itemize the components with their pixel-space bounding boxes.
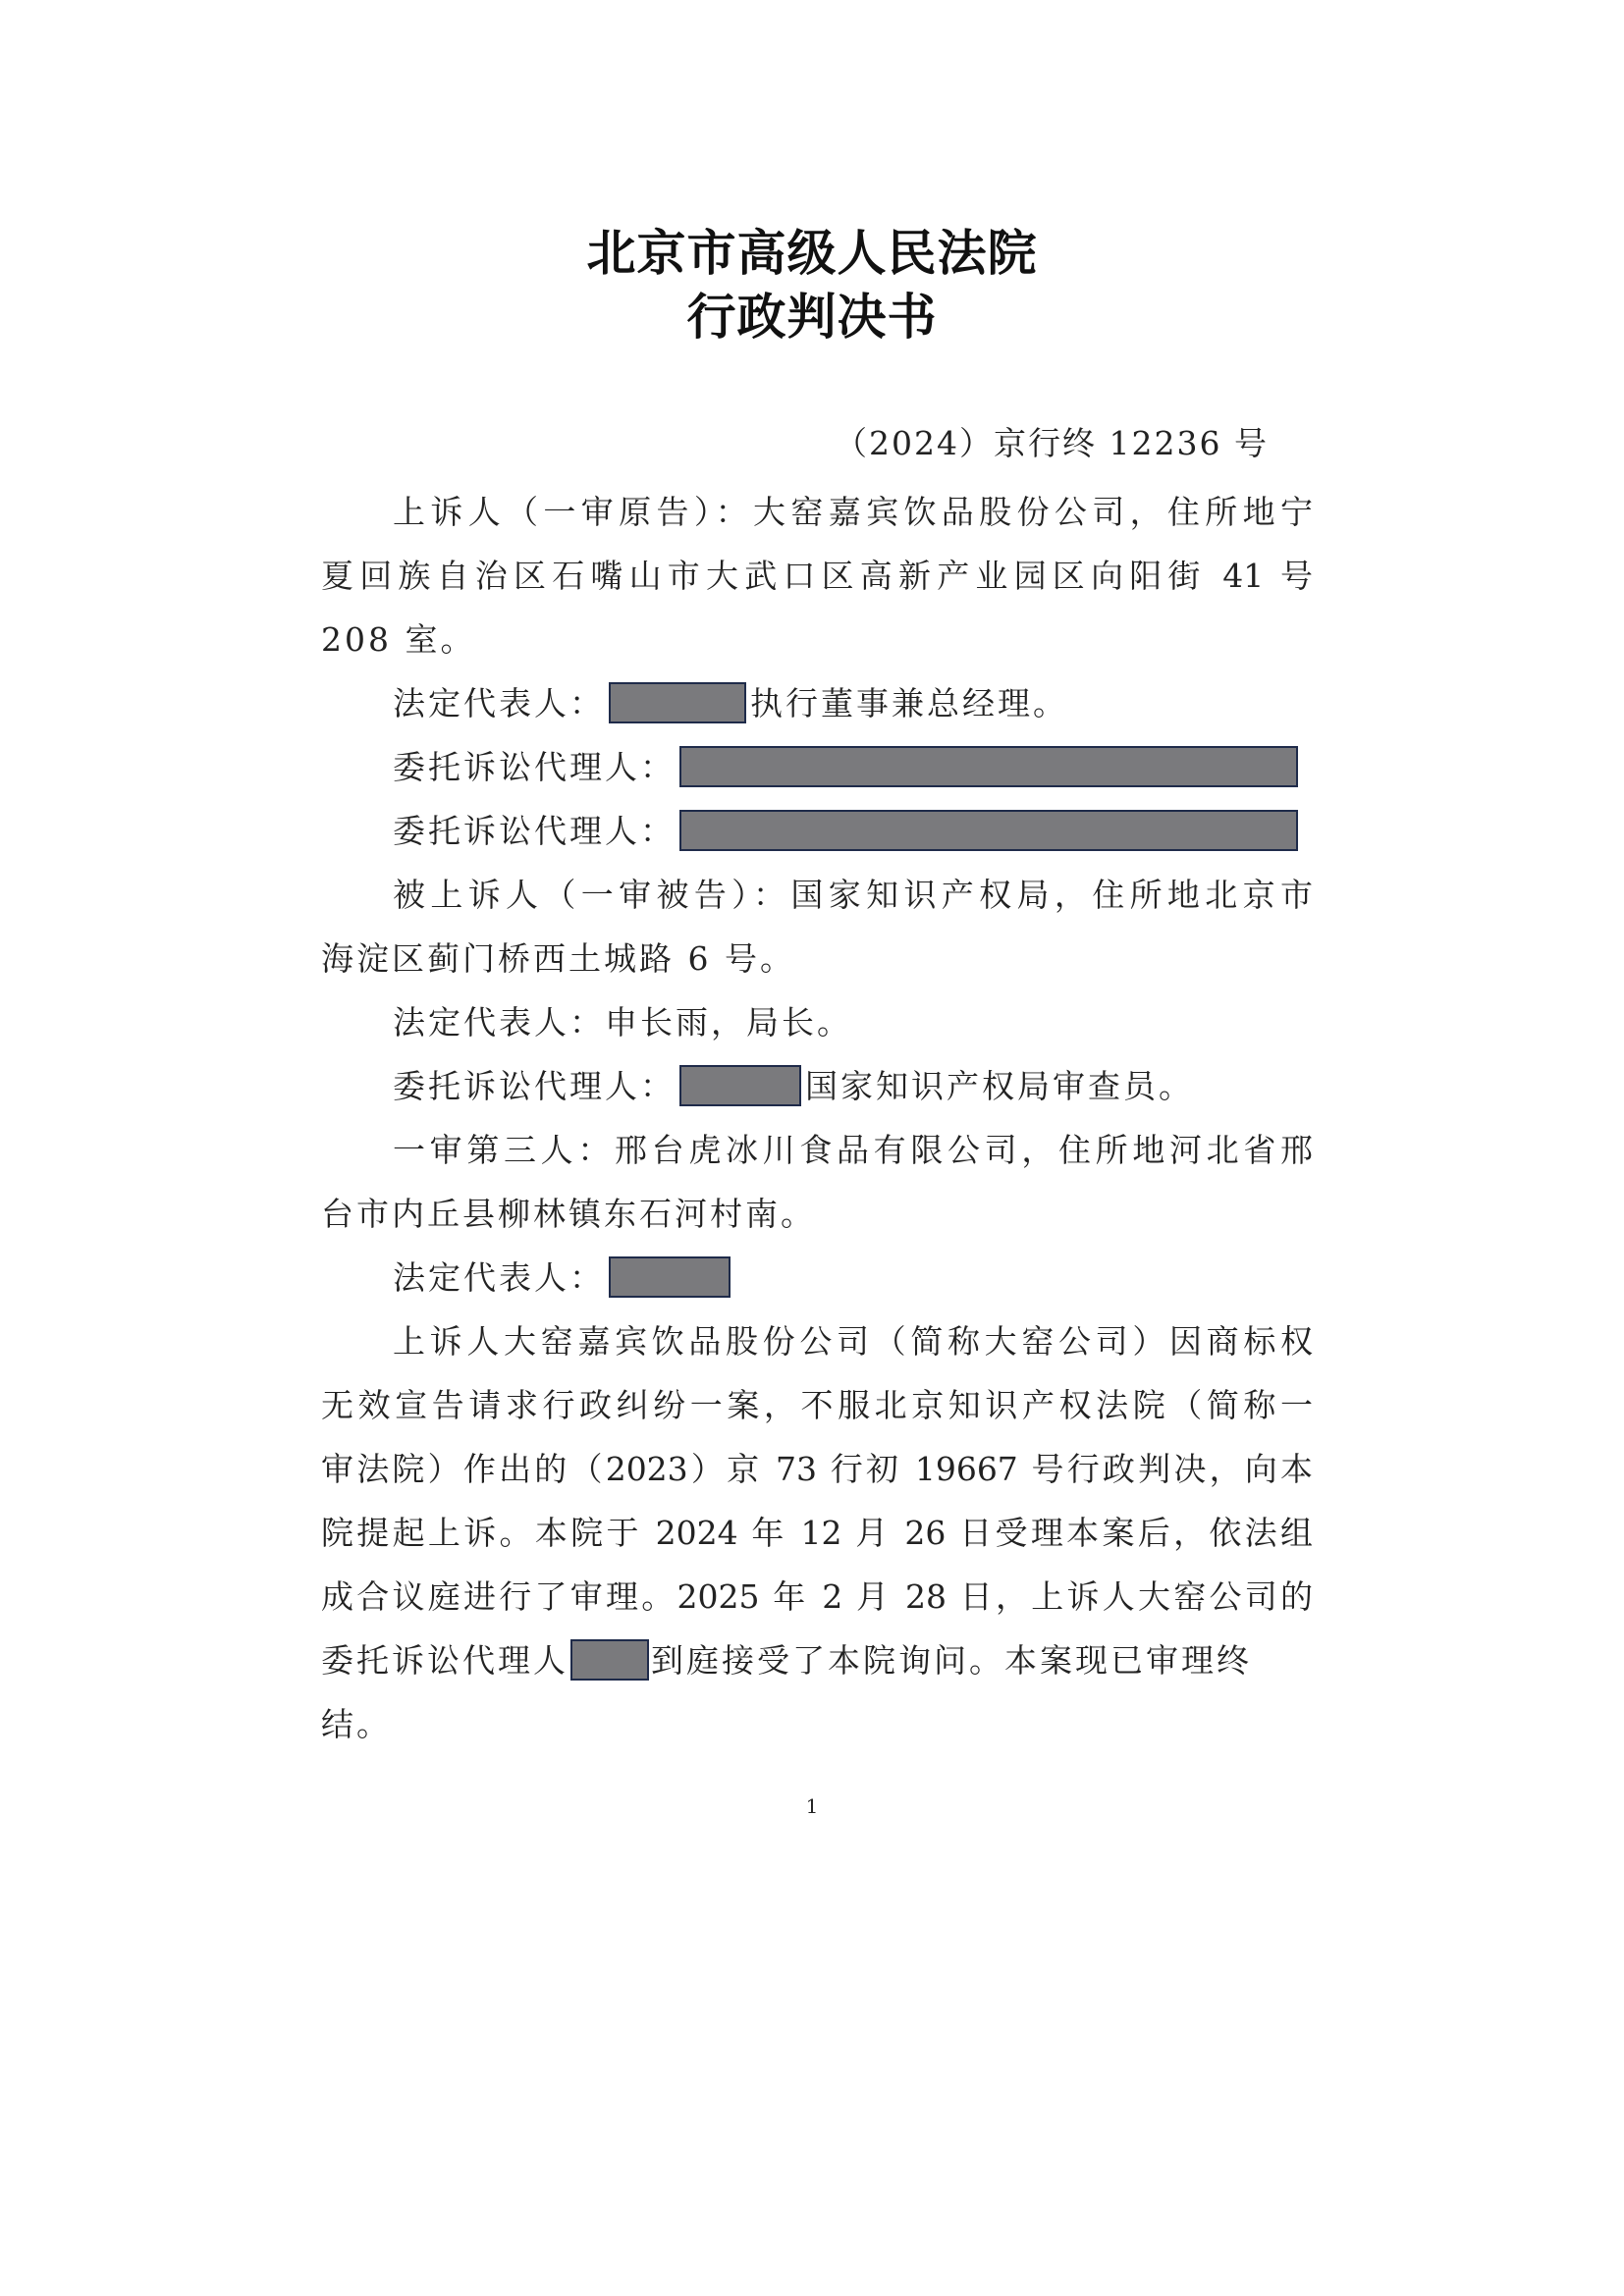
court-title: 北京市高级人民法院 (586, 224, 1038, 282)
redaction-block (609, 682, 746, 723)
agent-label: 委托诉讼代理人： (393, 748, 676, 786)
appellant-rep-label: 法定代表人： (393, 684, 605, 722)
appellant-line-2: 夏回族自治区石嘴山市大武口区高新产业园区向阳街 41 号 (321, 557, 1313, 595)
appellant-agent-2 (393, 810, 1313, 854)
redaction-block (679, 1065, 801, 1106)
body-line-6-before: 委托诉讼代理人 (321, 1641, 568, 1680)
body-line-1: 上诉人大窑嘉宾饮品股份公司（简称大窑公司）因商标权 (393, 1322, 1313, 1361)
appellee-agent (393, 1065, 1313, 1109)
appellee-line-1: 被上诉人（一审被告）：国家知识产权局，住所地北京市 (393, 876, 1313, 914)
appellee-legal-rep: 法定代表人：申长雨，局长。 (393, 1003, 852, 1041)
body-line-6-after: 到庭接受了本院询问。本案现已审理终 (651, 1641, 1252, 1680)
appellant-agent-1 (393, 746, 1313, 790)
redaction-block (609, 1256, 731, 1298)
third-party-line-1: 一审第三人：邢台虎冰川食品有限公司，住所地河北省邢 (393, 1131, 1313, 1169)
page-number: 1 (805, 1794, 819, 1818)
appellant-line-1: 上诉人（一审原告）：大窑嘉宾饮品股份公司，住所地宁 (393, 493, 1313, 531)
body-line-6 (321, 1639, 1313, 1683)
appellant-legal-rep (393, 682, 1313, 726)
third-party-legal-rep (393, 1256, 1313, 1301)
body-line-3: 审法院）作出的（2023）京 73 行初 19667 号行政判决，向本 (321, 1450, 1313, 1488)
appellee-line-2: 海淀区蓟门桥西土城路 6 号。 (321, 939, 795, 978)
body-line-7: 结。 (321, 1705, 392, 1743)
body-line-2: 无效宣告请求行政纠纷一案，不服北京知识产权法院（简称一 (321, 1386, 1313, 1424)
body-line-4: 院提起上诉。本院于 2024 年 12 月 26 日受理本案后，依法组 (321, 1514, 1313, 1552)
redaction-block (679, 746, 1298, 787)
agent-label: 委托诉讼代理人： (393, 1067, 676, 1105)
redaction-block (570, 1639, 649, 1681)
third-party-rep-label: 法定代表人： (393, 1258, 605, 1297)
body-line-5: 成合议庭进行了审理。2025 年 2 月 28 日，上诉人大窑公司的 (321, 1577, 1313, 1616)
third-party-line-2: 台市内丘县柳林镇东石河村南。 (321, 1195, 816, 1233)
redaction-block (679, 810, 1298, 851)
appellant-rep-title: 执行董事兼总经理。 (750, 684, 1068, 722)
appellant-line-3: 208 室。 (321, 620, 476, 659)
agent-label: 委托诉讼代理人： (393, 812, 676, 850)
appellee-agent-title: 国家知识产权局审查员。 (805, 1067, 1194, 1105)
document-type-title: 行政判决书 (686, 288, 938, 346)
case-number: （2024）京行终 12236 号 (835, 424, 1269, 462)
